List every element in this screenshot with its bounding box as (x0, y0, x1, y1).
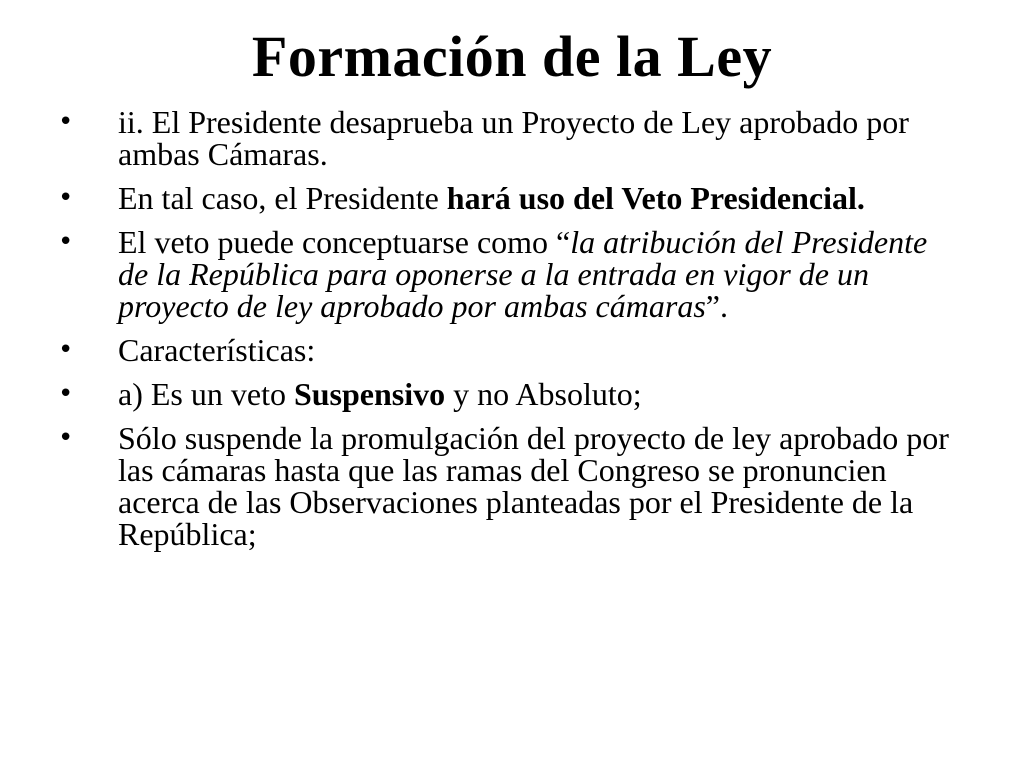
bullet-item (58, 422, 958, 550)
italic-quote: la atribución del Presidente de la República para oponerse a la entrada en vigor de un proyecto de ley aprobado por ambas cámaras (118, 224, 928, 324)
bullet-text: En tal caso, el Presidente hará uso del Veto Presidencial. (118, 180, 865, 216)
bullet-text: Sólo suspende la promulgación del proyecto de ley aprobado por las cámaras hasta que las ramas del Congreso se pronuncien acerca de las Observaciones planteadas por el Presidente de la República; (118, 420, 949, 552)
bullet-icon: • (58, 423, 74, 453)
bullet-item (58, 334, 958, 366)
bullet-text: ii. El Presidente desaprueba un Proyecto de Ley aprobado por ambas Cámaras. (118, 104, 909, 172)
bold-phrase: hará uso del Veto Presidencial. (446, 180, 865, 216)
bullet-item (58, 182, 958, 214)
bullet-icon: • (58, 227, 74, 257)
slide-title: Formación de la Ley (251, 24, 773, 89)
bullet-text: Características: (118, 332, 316, 368)
bullet-icon: • (58, 107, 74, 137)
bold-word: Suspensivo (293, 376, 446, 412)
bullet-item (58, 226, 958, 322)
bullet-item (58, 106, 958, 170)
bullet-text: El veto puede conceptuarse como “la atribución del Presidente de la República para oponerse a la entrada en vigor de un proyecto de ley aprobado por ambas cámaras”. (118, 224, 928, 324)
bullet-icon: • (58, 335, 74, 365)
bullet-item (58, 378, 958, 410)
bullet-icon: • (58, 379, 74, 409)
bullet-list (58, 106, 958, 562)
bullet-icon: • (58, 183, 74, 213)
bullet-text: a) Es un veto Suspensivo y no Absoluto; (118, 376, 642, 412)
